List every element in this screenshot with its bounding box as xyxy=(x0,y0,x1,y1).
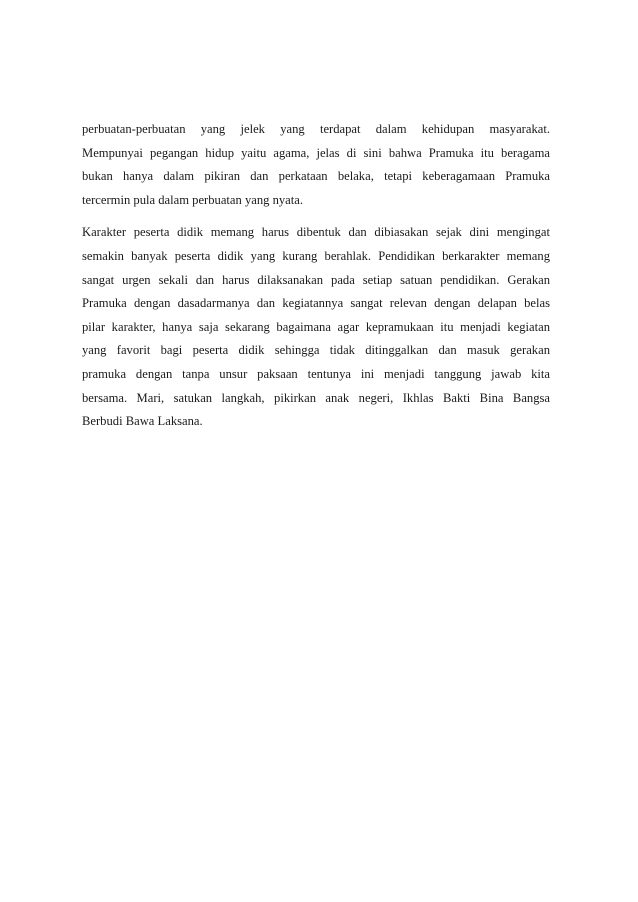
text-line: sangat urgen sekali dan harus dilaksanakan pada setiap satuan pendidikan. Gerakan xyxy=(82,272,550,287)
text-line: tercermin pula dalam perbuatan yang nyata. xyxy=(82,192,303,207)
body-text xyxy=(82,118,550,443)
text-line: pramuka dengan tanpa unsur paksaan tentunya ini menjadi tanggung jawab kita xyxy=(82,366,550,381)
text-line: semakin banyak peserta didik yang kurang berahlak. Pendidikan berkarakter memang xyxy=(82,248,550,263)
text-line: Mempunyai pegangan hidup yaitu agama, jelas di sini bahwa Pramuka itu beragama xyxy=(82,145,550,160)
paragraph-1 xyxy=(82,118,550,212)
paragraph-2 xyxy=(82,221,550,433)
text-line: perbuatan-perbuatan yang jelek yang terdapat dalam kehidupan masyarakat. xyxy=(82,122,550,136)
text-line: bersama. Mari, satukan langkah, pikirkan anak negeri, Ikhlas Bakti Bina Bangsa xyxy=(82,390,550,405)
text-line: Pramuka dengan dasadarmanya dan kegiatannya sangat relevan dengan delapan belas xyxy=(82,296,550,311)
text-line: pilar karakter, hanya saja sekarang bagaimana agar kepramukaan itu menjadi kegiatan xyxy=(82,319,550,334)
text-line: yang favorit bagi peserta didik sehingga tidak ditinggalkan dan masuk gerakan xyxy=(82,343,550,358)
text-line: Karakter peserta didik memang harus dibentuk dan dibiasakan sejak dini mengingat xyxy=(82,225,550,240)
text-line: bukan hanya dalam pikiran dan perkataan belaka, tetapi keberagamaan Pramuka xyxy=(82,169,550,184)
text-line: Berbudi Bawa Laksana. xyxy=(82,414,203,429)
